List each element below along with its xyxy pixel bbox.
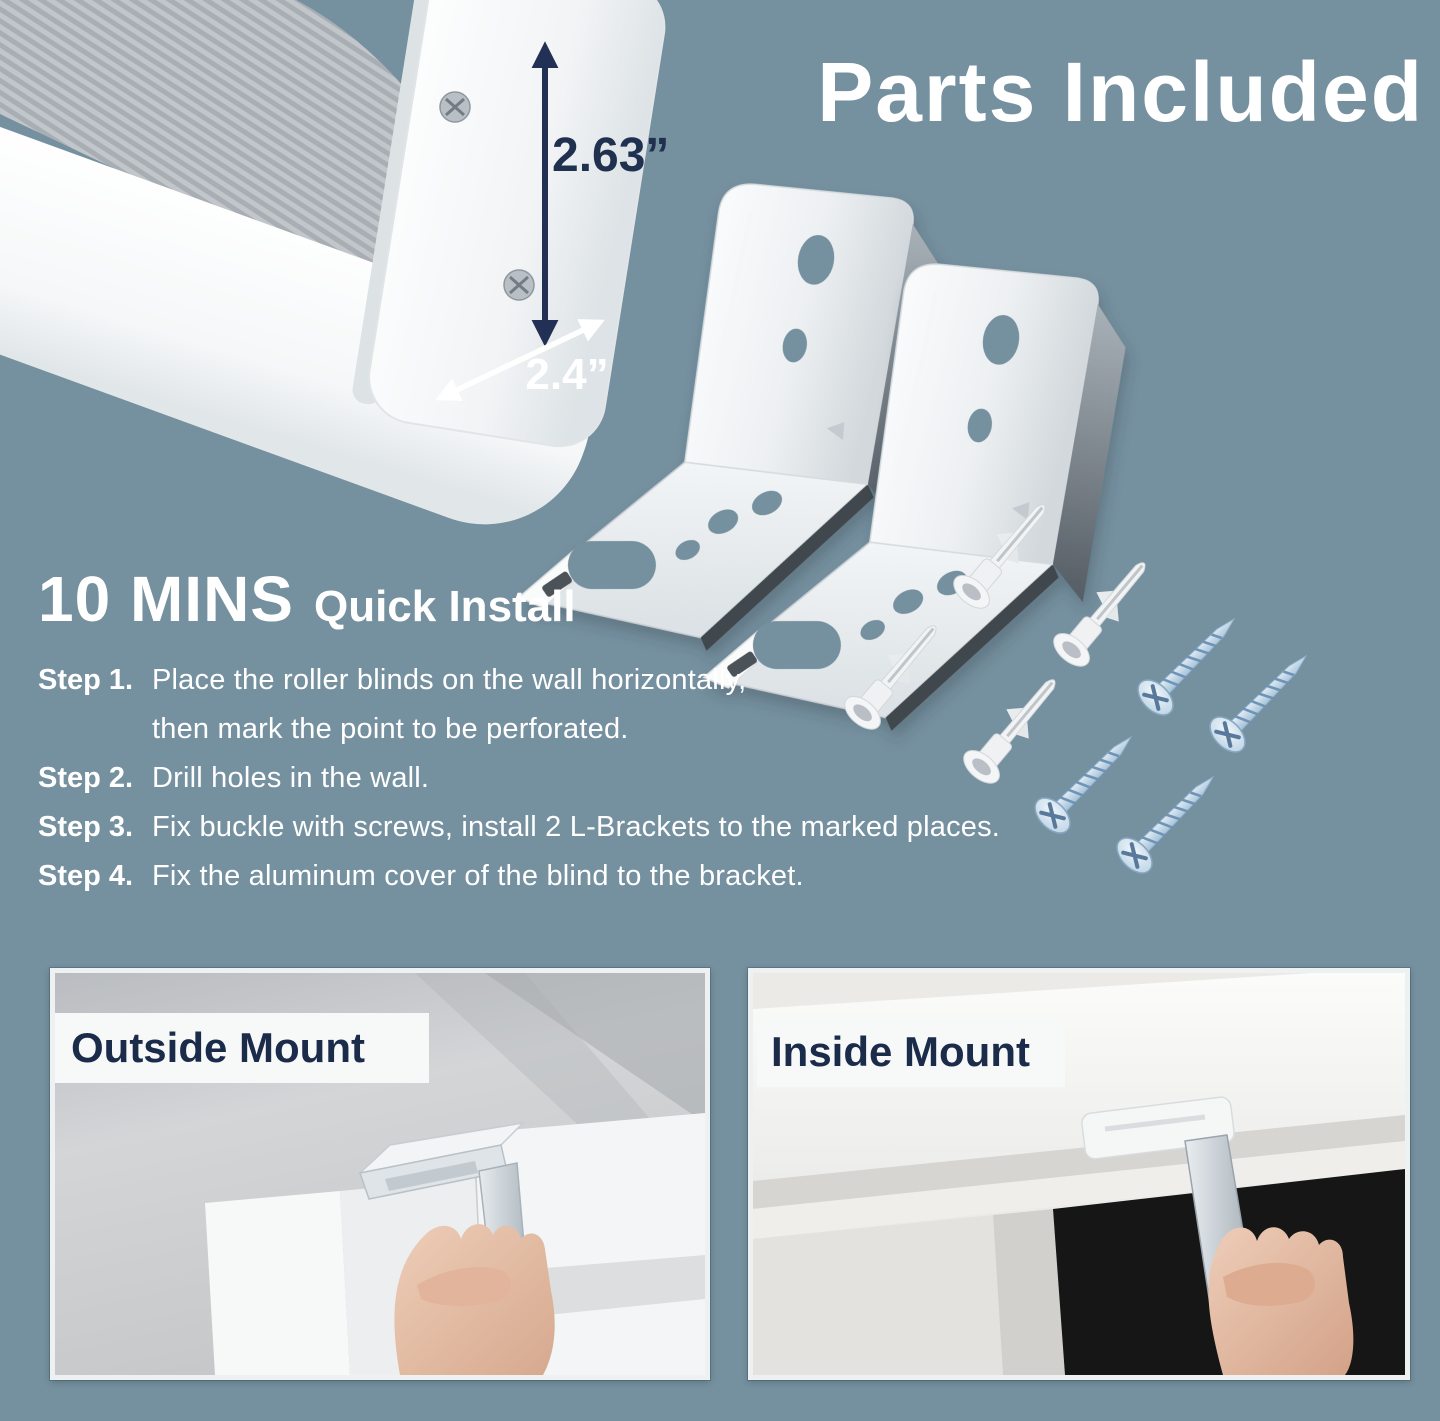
quick-install-heading bbox=[38, 562, 1048, 636]
inside-mount-label-text: Inside Mount bbox=[771, 1028, 1030, 1075]
screw-icon-2 bbox=[1203, 641, 1320, 758]
width-dimension-label: 2.4” bbox=[525, 350, 609, 399]
quick-install-section bbox=[38, 562, 1048, 901]
inside-mount-label bbox=[757, 1017, 1065, 1087]
step-label: Step 3. bbox=[38, 811, 134, 843]
roller-blind-photo bbox=[0, 0, 671, 554]
end-cap-screw-icon-2 bbox=[504, 270, 534, 300]
outside-mount-label bbox=[55, 1013, 429, 1083]
install-steps bbox=[38, 656, 1048, 901]
step-text: Fix buckle with screws, install 2 L-Brackets to the marked places. bbox=[152, 811, 1001, 843]
quick-install-duration: 10 MINS bbox=[38, 563, 294, 635]
screw-icon-1 bbox=[1131, 604, 1248, 721]
install-step-1 bbox=[38, 656, 1048, 705]
step-label: Step 4. bbox=[38, 860, 134, 892]
end-cap-screw-icon-1 bbox=[440, 92, 470, 122]
hand-icon bbox=[394, 1224, 554, 1375]
step-label: Step 2. bbox=[38, 762, 134, 794]
install-step-1-continued bbox=[38, 705, 1048, 754]
install-step-2 bbox=[38, 754, 1048, 803]
step-text: Drill holes in the wall. bbox=[152, 762, 430, 794]
quick-install-subtitle: Quick Install bbox=[313, 582, 576, 631]
step-text: Place the roller blinds on the wall horizontally, bbox=[152, 664, 747, 696]
install-step-4 bbox=[38, 852, 1048, 901]
install-step-3 bbox=[38, 803, 1048, 852]
screw-icon-4 bbox=[1110, 762, 1227, 879]
height-dimension-label: 2.63” bbox=[552, 129, 670, 182]
outside-mount-photo bbox=[50, 968, 710, 1380]
hand-icon bbox=[1208, 1227, 1353, 1375]
step-label bbox=[38, 705, 152, 754]
step-label: Step 1. bbox=[38, 664, 134, 696]
outside-mount-label-text: Outside Mount bbox=[71, 1024, 365, 1071]
step-text: Fix the aluminum cover of the blind to the bracket. bbox=[152, 860, 804, 892]
step-text: then mark the point to be perforated. bbox=[152, 713, 629, 745]
page-title: Parts Included bbox=[817, 45, 1424, 139]
inside-mount-photo bbox=[748, 968, 1410, 1380]
